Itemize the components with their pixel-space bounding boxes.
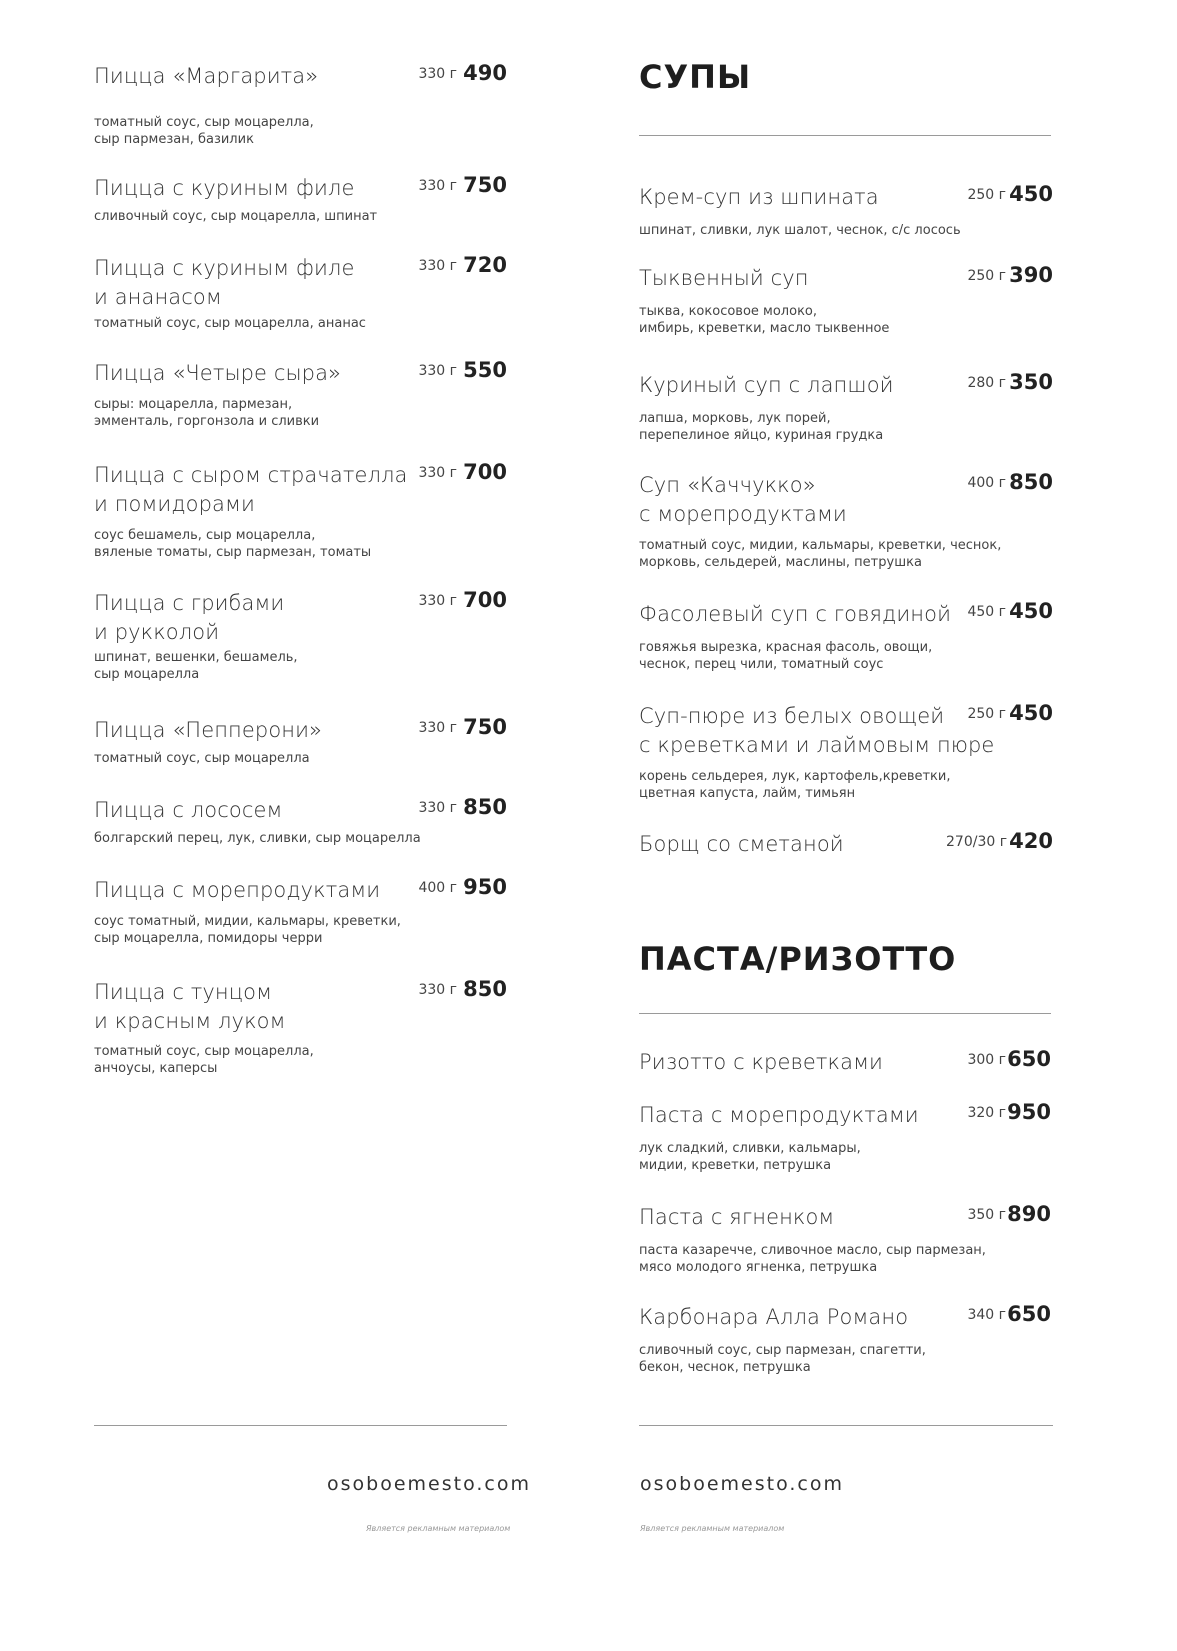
menu-item-description-line: имбирь, креветки, масло тыквенное <box>639 321 890 336</box>
menu-item-price: 390 <box>1009 263 1053 287</box>
menu-item-name-line: Пицца с куриным филе <box>94 256 355 280</box>
menu-item-name <box>94 461 408 519</box>
menu-item-price: 700 <box>463 460 507 484</box>
menu-item-name <box>639 702 994 760</box>
menu-item-description <box>639 537 1001 571</box>
menu-item-name <box>639 1101 919 1130</box>
menu-item-name-line: с креветками и лаймовым пюре <box>639 733 995 757</box>
menu-item-weight: 340 г <box>967 1307 1006 1323</box>
menu-item-name-line: и красным луком <box>94 1009 286 1033</box>
menu-item-description-line: сыр моцарелла <box>94 667 200 682</box>
menu-item-name-line: Паста с ягненком <box>639 1205 835 1229</box>
menu-item-name <box>639 1203 834 1232</box>
menu-item-name <box>94 796 282 825</box>
menu-item-name-line: Пицца «Четыре сыра» <box>94 361 341 385</box>
menu-item-weight: 300 г <box>967 1052 1006 1068</box>
menu-item-name <box>94 174 354 203</box>
menu-item-name <box>639 1048 883 1077</box>
menu-item-description-line: томатный соус, мидии, кальмары, креветки, чеснок, <box>639 538 1002 553</box>
menu-item-description <box>94 913 401 947</box>
menu-item-description-line: мидии, креветки, петрушка <box>639 1158 832 1173</box>
menu-item-name <box>639 371 894 400</box>
menu-item-name-line: Фасолевый суп с говядиной <box>639 602 952 626</box>
menu-item-name-line: Куриный суп с лапшой <box>639 373 894 397</box>
menu-item-price: 650 <box>1007 1047 1051 1071</box>
menu-item-description <box>94 114 314 148</box>
menu-item-description-line: паста казаречче, сливочное масло, сыр пармезан, <box>639 1243 986 1258</box>
menu-item-name-line: Пицца «Пепперони» <box>94 718 322 742</box>
menu-item-name <box>94 62 318 91</box>
menu-item-description-line: вяленые томаты, сыр пармезан, томаты <box>94 545 372 560</box>
menu-item-price: 950 <box>1007 1100 1051 1124</box>
menu-item-name <box>639 183 879 212</box>
menu-item-name-line: Пицца с морепродуктами <box>94 878 381 902</box>
menu-item-name <box>94 876 380 905</box>
menu-item-name-line: и помидорами <box>94 492 255 516</box>
menu-item-name <box>94 716 322 745</box>
menu-item-description-line: мясо молодого ягненка, петрушка <box>639 1260 878 1275</box>
menu-item-price: 850 <box>463 977 507 1001</box>
website-link-left[interactable]: osoboemesto.com <box>327 1473 531 1495</box>
menu-item-description-line: томатный соус, сыр моцарелла, <box>94 115 314 130</box>
menu-item-name <box>639 471 847 529</box>
menu-item-weight: 330 г <box>418 982 457 998</box>
menu-item-price: 490 <box>463 61 507 85</box>
menu-item-name-line: Ризотто с креветками <box>639 1050 883 1074</box>
menu-item-description <box>94 208 377 225</box>
menu-item-name-line: Тыквенный суп <box>639 266 809 290</box>
menu-item-name-line: Пицца с лососем <box>94 798 283 822</box>
menu-item-description <box>639 768 951 802</box>
menu-item-name-line: Суп «Каччукко» <box>639 473 816 497</box>
menu-item-description <box>94 527 371 561</box>
menu-item-price: 720 <box>463 253 507 277</box>
menu-item-price: 850 <box>463 795 507 819</box>
footer-divider-right <box>639 1425 1053 1426</box>
menu-item-weight: 350 г <box>967 1207 1006 1223</box>
menu-item-description-line: тыква, кокосовое молоко, <box>639 304 818 319</box>
menu-item-name-line: Крем-суп из шпината <box>639 185 879 209</box>
menu-item-price: 550 <box>463 358 507 382</box>
menu-item-description-line: лук сладкий, сливки, кальмары, <box>639 1141 861 1156</box>
menu-item-weight: 330 г <box>418 465 457 481</box>
menu-item-description-line: томатный соус, сыр моцарелла <box>94 751 310 766</box>
menu-item-description <box>639 1140 861 1174</box>
advertising-note-left: Является рекламным материалом <box>366 1524 511 1533</box>
menu-item-name-line: с морепродуктами <box>639 502 847 526</box>
menu-item-weight: 330 г <box>418 593 457 609</box>
menu-item-name-line: Пицца с грибами <box>94 591 285 615</box>
menu-item-description-line: сливочный соус, сыр моцарелла, шпинат <box>94 209 378 224</box>
menu-item-name-line: Борщ со сметаной <box>639 832 844 856</box>
menu-item-description-line: шпинат, вешенки, бешамель, <box>94 650 298 665</box>
menu-item-description-line: томатный соус, сыр моцарелла, <box>94 1044 314 1059</box>
menu-item-weight: 280 г <box>967 375 1006 391</box>
menu-item-description-line: перепелиное яйцо, куриная грудка <box>639 428 884 443</box>
menu-item-description <box>94 315 366 332</box>
menu-item-description <box>639 303 889 337</box>
menu-item-weight: 330 г <box>418 66 457 82</box>
menu-item-weight: 250 г <box>967 268 1006 284</box>
menu-item-description-line: сыры: моцарелла, пармезан, <box>94 397 293 412</box>
menu-item-description <box>639 1342 926 1376</box>
menu-item-price: 450 <box>1009 599 1053 623</box>
pasta-heading: ПАСТА/РИЗОТТО <box>639 940 957 978</box>
menu-item-name <box>639 1303 908 1332</box>
menu-item-description <box>94 396 319 430</box>
menu-item-name-line: Пицца с тунцом <box>94 980 273 1004</box>
menu-item-price: 420 <box>1009 829 1053 853</box>
menu-item-weight: 330 г <box>418 720 457 736</box>
soups-divider <box>639 135 1051 136</box>
menu-item-description <box>94 830 421 847</box>
menu-item-description-line: корень сельдерея, лук, картофель,креветки, <box>639 769 951 784</box>
menu-item-name <box>639 830 844 859</box>
menu-item-weight: 400 г <box>418 880 457 896</box>
menu-item-price: 450 <box>1009 182 1053 206</box>
menu-item-price: 750 <box>463 715 507 739</box>
menu-item-weight: 330 г <box>418 258 457 274</box>
menu-item-price: 650 <box>1007 1302 1051 1326</box>
menu-item-description-line: эмменталь, горгонзола и сливки <box>94 414 320 429</box>
menu-item-description-line: соус бешамель, сыр моцарелла, <box>94 528 316 543</box>
menu-item-weight: 250 г <box>967 187 1006 203</box>
menu-item-description-line: бекон, чеснок, петрушка <box>639 1360 811 1375</box>
website-link-right[interactable]: osoboemesto.com <box>640 1473 844 1495</box>
menu-item-weight: 450 г <box>967 604 1006 620</box>
menu-item-name <box>94 359 341 388</box>
menu-item-price: 350 <box>1009 370 1053 394</box>
menu-item-description-line: сыр пармезан, базилик <box>94 132 254 147</box>
menu-item-weight: 330 г <box>418 178 457 194</box>
pasta-divider <box>639 1013 1051 1014</box>
menu-item-name-line: Пицца «Маргарита» <box>94 64 319 88</box>
menu-item-description-line: лапша, морковь, лук порей, <box>639 411 831 426</box>
footer-divider-left <box>94 1425 507 1426</box>
menu-item-weight: 320 г <box>967 1105 1006 1121</box>
menu-item-name-line: Пицца с куриным филе <box>94 176 355 200</box>
menu-item-description <box>639 1242 986 1276</box>
menu-item-description-line: соус томатный, мидии, кальмары, креветки, <box>94 914 401 929</box>
menu-item-name <box>94 254 354 312</box>
menu-item-description <box>639 222 961 239</box>
menu-item-name-line: Суп-пюре из белых овощей <box>639 704 945 728</box>
menu-item-name-line: Паста с морепродуктами <box>639 1103 919 1127</box>
menu-item-description-line: томатный соус, сыр моцарелла, ананас <box>94 316 366 331</box>
menu-item-price: 700 <box>463 588 507 612</box>
menu-item-name <box>94 978 286 1036</box>
menu-item-name-line: Пицца с сыром страчателла <box>94 463 408 487</box>
menu-item-weight: 330 г <box>418 363 457 379</box>
menu-item-price: 450 <box>1009 701 1053 725</box>
menu-item-price: 750 <box>463 173 507 197</box>
menu-item-description-line: морковь, сельдерей, маслины, петрушка <box>639 555 922 570</box>
menu-item-weight: 250 г <box>967 706 1006 722</box>
menu-item-description <box>94 649 298 683</box>
menu-item-weight: 330 г <box>418 800 457 816</box>
menu-item-name <box>639 264 809 293</box>
menu-item-name <box>639 600 951 629</box>
menu-item-description-line: сыр моцарелла, помидоры черри <box>94 931 323 946</box>
menu-item-price: 950 <box>463 875 507 899</box>
menu-item-name-line: и рукколой <box>94 620 220 644</box>
menu-item-description <box>94 750 310 767</box>
soups-heading: СУПЫ <box>639 58 752 96</box>
menu-item-description-line: цветная капуста, лайм, тимьян <box>639 786 856 801</box>
menu-item-description-line: шпинат, сливки, лук шалот, чеснок, с/с лосось <box>639 223 961 238</box>
menu-item-description-line: говяжья вырезка, красная фасоль, овощи, <box>639 640 933 655</box>
menu-item-price: 850 <box>1009 470 1053 494</box>
advertising-note-right: Является рекламным материалом <box>640 1524 785 1533</box>
menu-item-description-line: болгарский перец, лук, сливки, сыр моцарелла <box>94 831 421 846</box>
menu-item-description-line: чеснок, перец чили, томатный соус <box>639 657 884 672</box>
menu-item-description <box>639 639 932 673</box>
menu-item-name <box>94 589 284 647</box>
menu-item-description <box>94 1043 314 1077</box>
menu-item-name-line: и ананасом <box>94 285 222 309</box>
menu-item-weight: 270/30 г <box>946 834 1008 850</box>
menu-item-description <box>639 410 883 444</box>
menu-item-name-line: Карбонара Алла Романо <box>639 1305 909 1329</box>
menu-item-weight: 400 г <box>967 475 1006 491</box>
menu-item-description-line: анчоусы, каперсы <box>94 1061 218 1076</box>
menu-item-price: 890 <box>1007 1202 1051 1226</box>
menu-item-description-line: сливочный соус, сыр пармезан, спагетти, <box>639 1343 926 1358</box>
